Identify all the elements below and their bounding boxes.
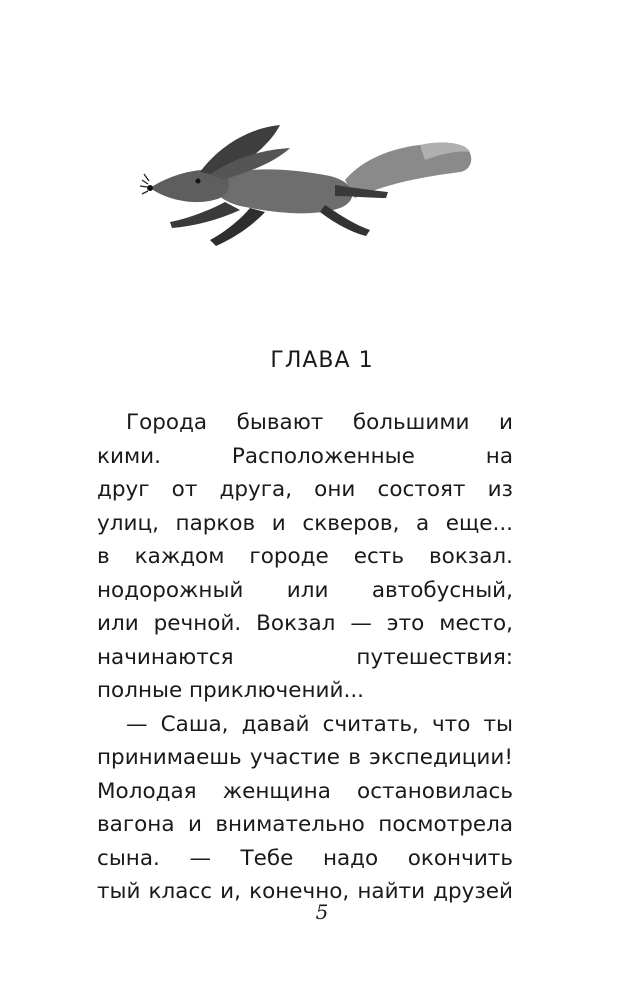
text-line: принимаешь участие в экспедиции!: [97, 745, 513, 770]
text-line: сына. — Тебе надо окончить: [97, 845, 513, 871]
text-line: друг от друга, они состоят из: [97, 477, 513, 502]
chapter-title: ГЛАВА 1: [270, 348, 374, 373]
text-line: — Саша, давай считать, что ты: [126, 711, 513, 737]
text-line: вагона и внимательно посмотрела: [97, 812, 513, 837]
text-line: Молодая женщина остановилась: [97, 778, 513, 804]
text-line: Города бывают большими и: [126, 410, 513, 435]
text-line: тый класс и, конечно, найти друзей: [97, 879, 513, 904]
body-text: [97, 406, 513, 909]
text-line: нодорожный или автобусный,: [97, 577, 513, 603]
text-line: полные приключений...: [97, 678, 364, 703]
text-line: начинаются путешествия:: [97, 644, 513, 670]
text-line: улиц, парков и скверов, а еще...: [97, 510, 513, 536]
text-line: или речной. Вокзал — это место,: [97, 611, 513, 636]
page-number: 5: [315, 900, 329, 924]
text-line: в каждом городе есть вокзал.: [97, 544, 513, 569]
text-line: кими. Расположенные на: [97, 443, 513, 469]
fox-illustration-icon: [130, 110, 480, 260]
